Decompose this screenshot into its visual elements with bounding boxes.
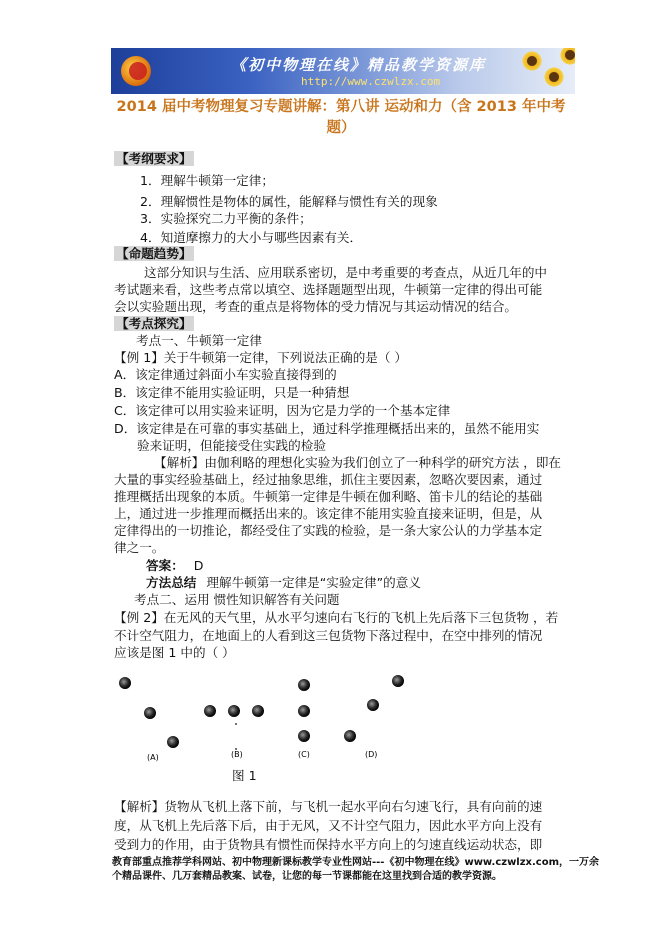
cargo-ball-icon (344, 730, 356, 742)
requirement-item: 1．理解牛顿第一定律； (140, 173, 274, 188)
analysis-2-line: 受到力的作用，由于货物具有惯性而保持水平方向上的匀速直线运动状态，即 (114, 837, 543, 852)
example-1-stem: 【例 1】关于牛顿第一定律，下列说法正确的是（ ） (114, 350, 408, 365)
option-d-continued: 验来证明，但能接受住实践的检验 (137, 438, 326, 453)
section-heading-requirements: 【考纲要求】 (116, 151, 192, 166)
method-summary: 理解牛顿第一定律是“实验定律”的意义 (206, 575, 421, 590)
figure-label: (D) (365, 750, 378, 759)
figure-caption: 图 1 (232, 768, 257, 783)
analysis-line: 定律得出的一切推论，都经受住了实践的检验，是一条大家公认的力学基本定 (114, 523, 543, 538)
method-label: 方法总结 (146, 575, 197, 590)
requirement-item: 4．知道摩擦力的大小与哪些因素有关． (140, 230, 363, 245)
analysis-2-line: 【解析】货物从飞机上落下前，与飞机一起水平向右匀速飞行，具有向前的速 (114, 799, 543, 814)
requirement-item: 2．理解惯性是物体的属性，能解释与惯性有关的现象 (140, 194, 438, 209)
figure-label: (A) (147, 753, 159, 762)
figure-label: (C) (298, 750, 310, 759)
figure-1-diagram (110, 665, 430, 777)
dot-mark-icon (235, 723, 237, 725)
analysis-line: 律之一。 (114, 540, 165, 555)
site-banner (111, 48, 575, 94)
answer-label: 答案： (146, 558, 184, 573)
option-a: A．该定律通过斜面小车实验直接得到的 (114, 367, 337, 382)
trend-line: 这部分知识与生活、应用联系密切，是中考重要的考查点，从近几年的中 (144, 265, 547, 280)
trend-line: 会以实验题出现，考查的重点是将物体的受力情况与其运动情况的结合。 (114, 299, 517, 314)
analysis-line: 大量的事实经验基础上，经过抽象思维，抓住主要因素，忽略次要因素，通过 (114, 472, 543, 487)
site-logo-mark-icon (129, 62, 147, 80)
point-heading: 考点一、牛顿第一定律 (136, 333, 262, 348)
footer-line: 个精品课件、几万套精品教案、试卷，让您的每一节课都能在这里找到合适的教学资源。 (112, 871, 502, 882)
analysis-2-line: 度，从飞机上先后落下后，由于无风，又不计空气阻力，因此水平方向上没有 (114, 818, 543, 833)
cargo-ball-icon (298, 705, 310, 717)
cargo-ball-icon (204, 705, 216, 717)
document-title: 2014 届中考物理复习专题讲解：第八讲 运动和力（含 2013 年中考题） (116, 99, 566, 136)
trend-line: 考试题来看，这些考点常以填空、选择题题型出现，牛顿第一定律的得出可能 (114, 282, 543, 297)
analysis-line: 上，通过进一步推理而概括出来的。该定律不能用实验直接来证明，但是，从 (114, 506, 543, 521)
cargo-ball-icon (252, 705, 264, 717)
cargo-ball-icon (119, 677, 131, 689)
analysis-line: 推理概括出现象的本质。牛顿第一定律是牛顿在伽利略、笛卡儿的结论的基础 (114, 489, 543, 504)
cargo-ball-icon (167, 736, 179, 748)
example-2-stem: 不计空气阻力，在地面上的人看到这三包货物下落过程中，在空中排列的情况 (114, 628, 543, 643)
figure-label: (B) (231, 750, 243, 759)
cargo-ball-icon (144, 707, 156, 719)
footer-line: 教育部重点推荐学科网站、初中物理新课标教学专业性网站---《初中物理在线》www.czwlzx.com，一万余 (112, 857, 600, 868)
cargo-ball-icon (298, 730, 310, 742)
answer-value: D (193, 558, 204, 573)
section-heading-trend: 【命题趋势】 (116, 246, 192, 261)
sunflower-icon (543, 66, 565, 88)
section-heading-explore: 【考点探究】 (116, 316, 192, 331)
banner-url: http://www.czwlzx.com (301, 75, 441, 88)
cargo-ball-icon (298, 679, 310, 691)
option-d: D．该定律是在可靠的事实基础上，通过科学推理概括出来的，虽然不能用实 (114, 421, 540, 436)
option-b: B．该定律不能用实验证明，只是一种猜想 (114, 385, 350, 400)
option-c: C．该定律可以用实验来证明，因为它是力学的一个基本定律 (114, 403, 451, 418)
analysis-line: 【解析】由伽利略的理想化实验为我们创立了一种科学的研究方法 ，即在 (154, 455, 562, 470)
point-heading: 考点二、运用 惯性知识解答有关问题 (134, 592, 340, 607)
example-2-stem: 【例 2】在无风的天气里，从水平匀速向右飞行的飞机上先后落下三包货物 ，若 (114, 610, 559, 625)
requirement-item: 3．实验探究二力平衡的条件； (140, 211, 312, 226)
sunflower-icon (521, 50, 543, 72)
sunflower-icon (559, 48, 575, 66)
cargo-ball-icon (392, 675, 404, 687)
cargo-ball-icon (367, 699, 379, 711)
banner-title: 《初中物理在线》精品教学资源库 (231, 56, 487, 74)
cargo-ball-icon (228, 705, 240, 717)
example-2-stem: 应该是图 1 中的（ ） (114, 645, 235, 660)
